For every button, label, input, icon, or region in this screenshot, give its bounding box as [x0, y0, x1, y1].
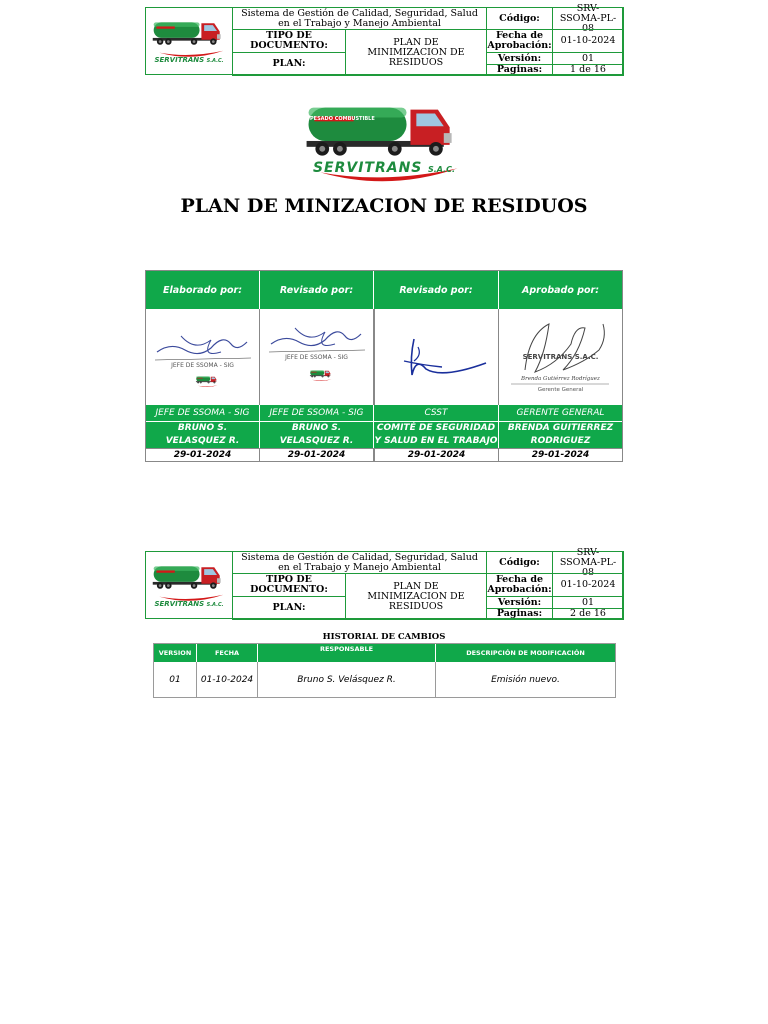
page2-header	[145, 546, 623, 619]
codigo-value: SRV-SSOMA-PL-08	[552, 551, 624, 574]
signature-icon	[382, 327, 492, 387]
stamp4-company: SERVITRANS S.A.C.	[522, 353, 599, 361]
date-2: 29-01-2024	[260, 448, 374, 461]
truck-logo-icon	[150, 558, 228, 604]
history-col-responsable: RESPONSABLE	[258, 644, 436, 662]
plan-label: PLAN:	[232, 52, 346, 76]
history-col-fecha: FECHA	[197, 644, 258, 662]
name-line: COMITÉ DE SEGURIDAD	[376, 423, 496, 433]
page-title: PLAN DE MINIZACION DE RESIDUOS	[180, 195, 588, 217]
logo-tank-text: PESADO COMBUSTIBLE	[310, 116, 375, 122]
name-line: BRENDA GUITIERREZ	[507, 423, 614, 433]
fecha-label: Fecha de Aprobación:	[487, 30, 552, 51]
doc-title: PLAN DE MINIMIZACION DE RESIDUOS	[345, 29, 487, 76]
stamp-text-1: JEFE DE SSOMA - SIG	[171, 362, 234, 369]
role-1: JEFE DE SSOMA - SIG	[146, 405, 260, 421]
signature-icon	[265, 322, 369, 372]
header-logo-cell	[146, 8, 233, 76]
signature-cell-2	[260, 309, 374, 405]
fecha-value: 01-10-2024	[552, 573, 624, 597]
logo-text: SERVITRANS	[154, 56, 205, 64]
name-line: VELASQUEZ R.	[165, 436, 240, 446]
name-line: BRUNO S.	[177, 423, 228, 433]
version-label: Versión:	[486, 52, 553, 65]
paginas-value: 2 de 16	[552, 608, 624, 620]
history-col-descripcion: DESCRIPCIÓN DE MODIFICACIÓN	[436, 644, 615, 662]
version-value: 01	[552, 52, 624, 65]
logo-text: SERVITRANS	[154, 600, 205, 608]
tipo-label: TIPO DE DOCUMENTO:	[232, 29, 346, 53]
paginas-label: Paginas:	[486, 64, 553, 76]
stamp-truck-icon	[187, 374, 227, 388]
stamp4-role: Gerente General	[537, 387, 584, 393]
history-cell-descripcion: Emisión nuevo.	[491, 674, 560, 685]
name-cell-3	[374, 421, 499, 448]
version-value: 01	[552, 596, 624, 609]
name-cell-2	[260, 421, 374, 448]
signature-cell-1	[146, 309, 260, 405]
logo-suffix: S.A.C.	[206, 58, 224, 64]
page1-header	[145, 2, 623, 75]
stamp-truck-icon	[301, 368, 341, 382]
fecha-value: 01-10-2024	[552, 29, 624, 53]
history-cell-responsable: Bruno S. Velásquez R.	[258, 662, 436, 697]
plan-label: PLAN:	[232, 596, 346, 620]
system-title: Sistema de Gestión de Calidad, Seguridad, Salud en el Trabajo y Manejo Ambiental	[232, 551, 487, 574]
name-line: Y SALUD EN EL TRABAJO	[374, 436, 498, 446]
signature-cell-4	[499, 309, 622, 405]
role-3: CSST	[374, 405, 499, 421]
name-line: BRUNO S.	[291, 423, 342, 433]
history-col-version: VERSION	[154, 644, 197, 662]
role-4: GERENTE GENERAL	[499, 405, 622, 421]
date-4: 29-01-2024	[499, 448, 622, 461]
signature-cell-3	[374, 309, 499, 405]
codigo-label: Código:	[486, 551, 553, 574]
system-title: Sistema de Gestión de Calidad, Seguridad, Salud en el Trabajo y Manejo Ambiental	[232, 7, 487, 30]
date-1: 29-01-2024	[146, 448, 260, 461]
truck-logo-icon	[150, 14, 228, 60]
company-logo	[296, 90, 472, 188]
version-label: Versión:	[486, 596, 553, 609]
approvals-table	[145, 270, 623, 462]
date-3: 29-01-2024	[374, 448, 499, 461]
doc-title: PLAN DE MINIMIZACION DE RESIDUOS	[345, 573, 487, 620]
role-2: JEFE DE SSOMA - SIG	[260, 405, 374, 421]
name-line: VELASQUEZ R.	[279, 436, 354, 446]
paginas-value: 1 de 16	[552, 64, 624, 76]
logo-wordmark: SERVITRANS	[312, 160, 423, 176]
approval-header-4: Aprobado por:	[499, 271, 622, 309]
name-line: RODRIGUEZ	[530, 436, 591, 446]
tipo-label: TIPO DE DOCUMENTO:	[232, 573, 346, 597]
name-cell-1	[146, 421, 260, 448]
history-title: HISTORIAL DE CAMBIOS	[322, 632, 446, 642]
history-table	[153, 643, 616, 698]
codigo-label: Código:	[486, 7, 553, 30]
header-logo-cell	[146, 552, 233, 620]
approval-header-3: Revisado por:	[374, 271, 499, 309]
history-cell-fecha: 01-10-2024	[197, 662, 258, 697]
logo-suffix: S.A.C.	[206, 602, 224, 608]
fecha-label: Fecha de Aprobación:	[487, 574, 552, 595]
codigo-value: SRV-SSOMA-PL-08	[552, 7, 624, 30]
name-cell-4	[499, 421, 622, 448]
approval-header-2: Revisado por:	[260, 271, 374, 309]
paginas-label: Paginas:	[486, 608, 553, 620]
logo-wordmark-suffix: S.A.C.	[427, 165, 456, 174]
history-cell-version: 01	[154, 662, 197, 697]
stamp-text-2: JEFE DE SSOMA - SIG	[285, 354, 348, 361]
approval-header-1: Elaborado por:	[146, 271, 260, 309]
stamp4-name: Brenda Gutiérrez Rodríguez	[521, 376, 600, 382]
